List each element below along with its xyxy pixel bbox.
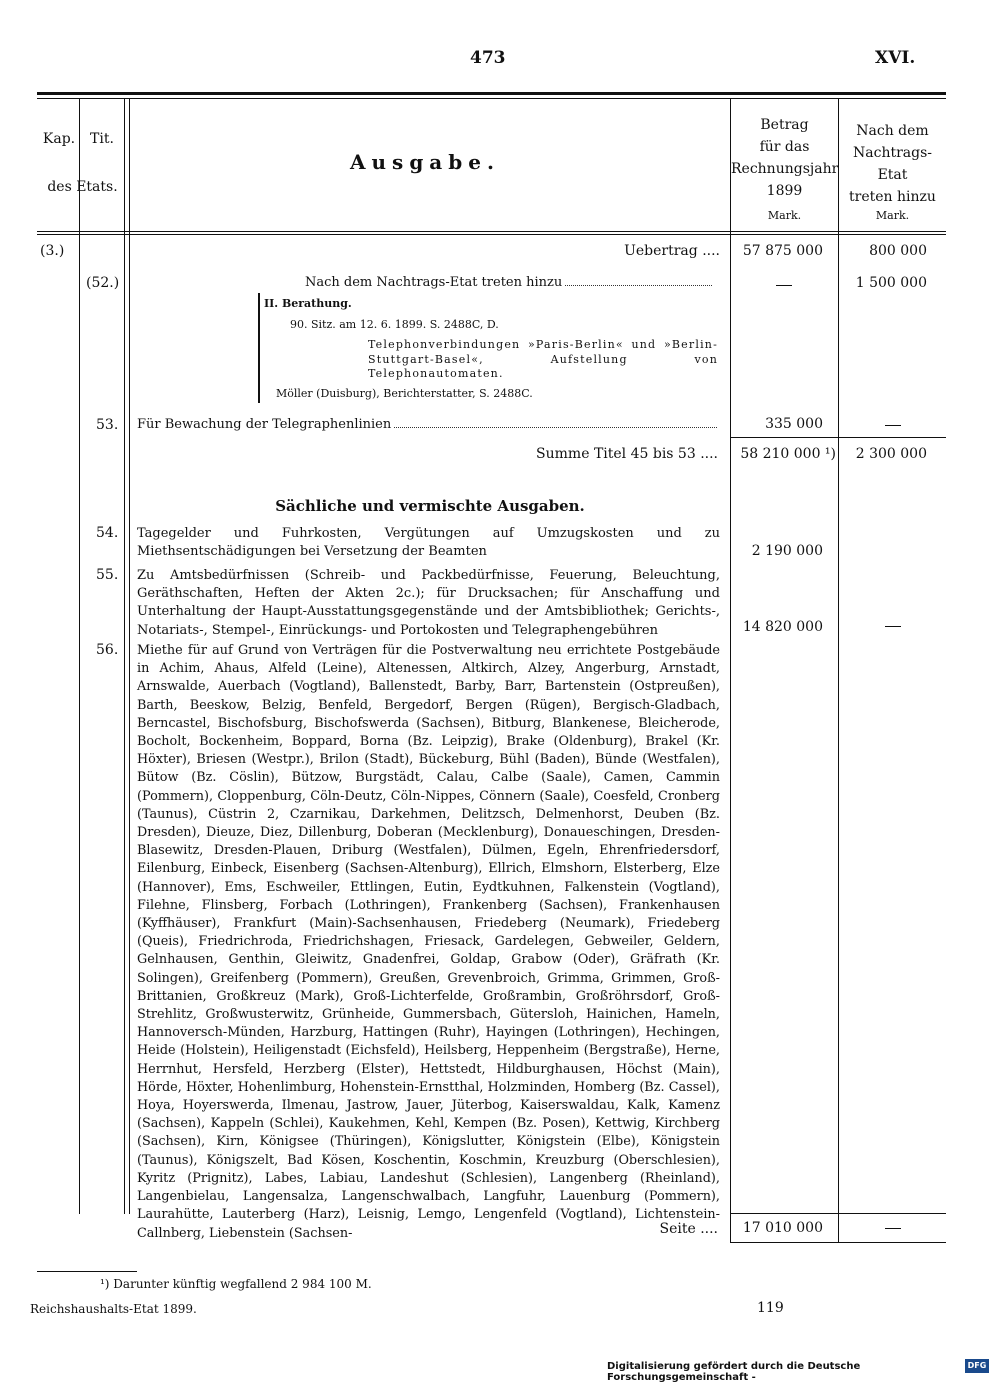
leader-dots <box>565 285 712 286</box>
beratung-text: Telephonverbindungen »Paris-Berlin« und »Berlin-Stuttgart-Basel«, Aufstellung von Telephonautomaten. <box>368 338 718 380</box>
seite-rule <box>731 1213 946 1214</box>
page-number: 473 <box>470 48 506 68</box>
amount-dash <box>776 285 792 286</box>
header-tit: Tit. <box>90 131 114 147</box>
unit-mark-1: Mark. <box>767 209 802 222</box>
footnote: ¹) Darunter künftig wegfallend 2 984 100 M. <box>100 1277 372 1291</box>
nachtrag-amount: 1 500 000 <box>855 275 927 291</box>
top-rule <box>37 92 946 95</box>
header-des-etats: des Etats. <box>47 179 118 195</box>
title-number: (52.) <box>86 275 120 291</box>
footer-page-number: 119 <box>757 1300 784 1316</box>
title-number: 54. <box>96 525 119 541</box>
nachtrag-dash <box>885 425 901 426</box>
digitization-credit: Digitalisierung gefördert durch die Deutsche Forschungsgemeinschaft - <box>607 1361 861 1383</box>
header-col2-line: Nach dem <box>856 123 929 139</box>
footer-title: Reichshaushalts-Etat 1899. <box>30 1302 197 1316</box>
seite-bottom-rule <box>730 1242 946 1243</box>
beratung-bracket <box>258 293 260 403</box>
summe-label: Summe Titel 45 bis 53 .... <box>536 446 718 462</box>
header-bottom-rule <box>37 231 946 232</box>
dfg-logo: DFG <box>965 1359 989 1373</box>
nachtrag-label: Nach dem Nachtrags-Etat treten hinzu <box>305 275 563 290</box>
beratung-heading: II. Berathung. <box>264 297 352 310</box>
nachtrag-dash <box>885 1228 901 1229</box>
column-divider-tit-2 <box>129 98 130 1214</box>
section-heading: Sächliche und vermischte Ausgaben. <box>275 497 585 515</box>
nachtrag-dash <box>885 626 901 627</box>
column-divider-tit <box>124 98 125 1214</box>
header-title: Ausgabe. <box>350 150 500 174</box>
footnote-rule <box>37 1271 137 1272</box>
column-divider-kap <box>79 98 80 1214</box>
t54-text: Tagegelder und Fuhrkosten, Vergütungen auf Umzugskosten und zu Miethsentschädigungen bei Versetzung der Beamten <box>137 526 720 560</box>
t55-text: Zu Amtsbedürfnissen (Schreib- und Packbedürfnisse, Feuerung, Beleuchtung, Geräthschaften, Heften der Akten 2c.); für Drucksachen; für Anschaffung und Unterhaltung der Haupt-Ausstattungsgegenstände und der Amtsbibliothek; Gerichts-, Notariats-, Stempel-, Einrückungs- und Portokosten und Telegraphengebühren <box>137 568 720 638</box>
header-bottom-rule-2 <box>37 234 946 235</box>
uebertrag-nachtrag: 800 000 <box>869 243 927 259</box>
t56-text: Miethe für auf Grund von Verträgen für die Postverwaltung neu errichtete Postgebäude in Achim, Ahaus, Alfeld (Leine), Altenessen, Altkirch, Alzey, Angerburg, Arnstadt, Arnswalde, Auerbach (Vogtland), Ballenstedt, Barby, Barr, Bartenstein (Ostpreußen), Barth, Beeskow, Belzig, Benfeld, Bergedorf, Bergen (Rügen), Bergisch-Gladbach, Berncastel, Bischofsburg, Bischofswerda (Sachsen), Bitburg, Blankenese, Bleicherode, Bocholt, Bockenheim, Boppard, Borna (Bz. Leipzig), Brake (Oldenburg), Brakel (Kr. Höxter), Briesen (Westpr.), Brilon (Stadt), Bückeburg, Bühl (Baden), Bünde (Westfalen), Bütow (Bz. Cöslin), Bützow, Burgstädt, Calau, Calbe (Saale), Camen, Cammin (Pommern), Cloppenburg, Cöln-Deutz, Cöln-Nippes, Cönnern (Saale), Coesfeld, Cronberg (Taunus), Cüstrin 2, Czarnikau, Darkehmen, Delitzsch, Delmenhorst, Deuben (Bz. Dresden), Dieuze, Diez, Dillenburg, Doberan (Mecklenburg), Donaueschingen, Dresden-Blasewitz, Dresden-Plauen, Driburg (Westfalen), Dülmen, Egeln, Ehrenfriedersdorf, Eilenburg, Einbeck, Eisenberg (Sachsen-Altenburg), Ellrich, Elmshorn, Elsterberg, Elze (Hannover), Ems, Eschweiler, Ettlingen, Eutin, Eydtkuhnen, Falkenstein (Vogtland), Filehne, Flinsberg, Forbach (Lothringen), Frankenberg (Sachsen), Frankenhausen (Kyffhäuser), Frankfurt (Main)-Sachsenhausen, Friedeberg (Neumark), Friedeberg (Queis), Friedrichroda, Friedrichshagen, Friesack, Gardelegen, Gebweiler, Geldern, Gelnhausen, Genthin, Gleiwitz, Gnadenfrei, Goldap, Grabow (Oder), Gräfrath (Kr. Solingen), Greifenberg (Pommern), Greußen, Grevenbroich, Grimma, Grimmen, Groß-Brittanien, Großkreuz (Mark), Groß-Lichterfelde, Großrambin, Großröhrsdorf, Groß-Strehlitz, Großwusterwitz, Grünheide, Gummersbach, Gütersloh, Hainichen, Hameln, Hannoversch-Münden, Harzburg, Hattingen (Ruhr), Hayingen (Lothringen), Hechingen, Heide (Holstein), Heiligenstadt (Eichsfeld), Heilsberg, Heppenheim (Bergstraße), Herne, Herrnhut, Hersfeld, Herzberg (Elster), Hettstedt, Hildburghausen, Höchst (Main), Hörde, Höxter, Hohenlimburg, Hohenstein-Ernstthal, Holzminden, Homberg (Bz. Cassel), Hoya, Hoyerswerda, Ilmenau, Jastrow, Jauer, Jüterbog, Kaiserswaldau, Kalk, Kamenz (Sachsen), Kappeln (Schlei), Kaukehmen, Kehl, Kempen (Bz. Posen), Kettwig, Kirchberg (Sachsen), Kirn, Königsee (Thüringen), Königslutter, Königstein (Elbe), Königstein (Taunus), Königszelt, Bad Kösen, Koschentin, Koschmin, Kreuzburg (Oberschlesien), Kyritz (Prignitz), Labes, Labiau, Landeshut (Schlesien), Langenberg (Rheinland), Langenbielau, Langensalza, Langenschwalbach, Langfuhr, Lauenburg (Pommern), Laurahütte, Lauterberg (Harz), Leisnig, Lemgo, Lengenfeld (Vogtland), Lichtenstein-Callnberg, Liebenstein (Sachsen- <box>137 643 720 1241</box>
column-divider-amount <box>730 98 731 1243</box>
title-number: 55. <box>96 567 119 583</box>
header-kap: Kap. <box>42 131 76 147</box>
header-col2-line: treten hinzu <box>849 189 936 205</box>
kap-number: (3.) <box>40 243 65 259</box>
title-number: 53. <box>96 417 119 433</box>
seite-amount: 17 010 000 <box>742 1220 823 1236</box>
summe-nachtrag: 2 300 000 <box>855 446 927 462</box>
header-col1-line: Rechnungsjahr <box>731 161 839 177</box>
header-col1-line: 1899 <box>766 183 803 199</box>
sum-rule <box>731 437 946 438</box>
title-number: 56. <box>96 642 119 658</box>
column-divider-nachtrag <box>838 98 839 1243</box>
t55-amount: 14 820 000 <box>742 619 823 635</box>
uebertrag-label: Uebertrag .... <box>624 243 720 259</box>
top-rule-thin <box>37 98 946 99</box>
unit-mark-2: Mark. <box>875 209 910 222</box>
header-col1-line: Betrag <box>760 117 809 133</box>
summe-amount: 58 210 000 ¹) <box>740 446 836 462</box>
leader-dots <box>394 427 717 428</box>
uebertrag-amount: 57 875 000 <box>742 243 823 259</box>
t53-amount: 335 000 <box>765 416 823 432</box>
beratung-reporter: Möller (Duisburg), Berichterstatter, S. 2488C. <box>276 387 533 400</box>
header-col2-line: Nachtrags-Etat <box>853 145 932 183</box>
t54-amount: 2 190 000 <box>751 543 823 559</box>
seite-label: Seite .... <box>659 1221 718 1237</box>
t53-label: Für Bewachung der Telegraphenlinien <box>137 417 392 432</box>
beratung-sitzung: 90. Sitz. am 12. 6. 1899. S. 2488C, D. <box>290 318 499 331</box>
header-col1-line: für das <box>759 139 810 155</box>
section-roman-numeral: XVI. <box>875 48 916 68</box>
